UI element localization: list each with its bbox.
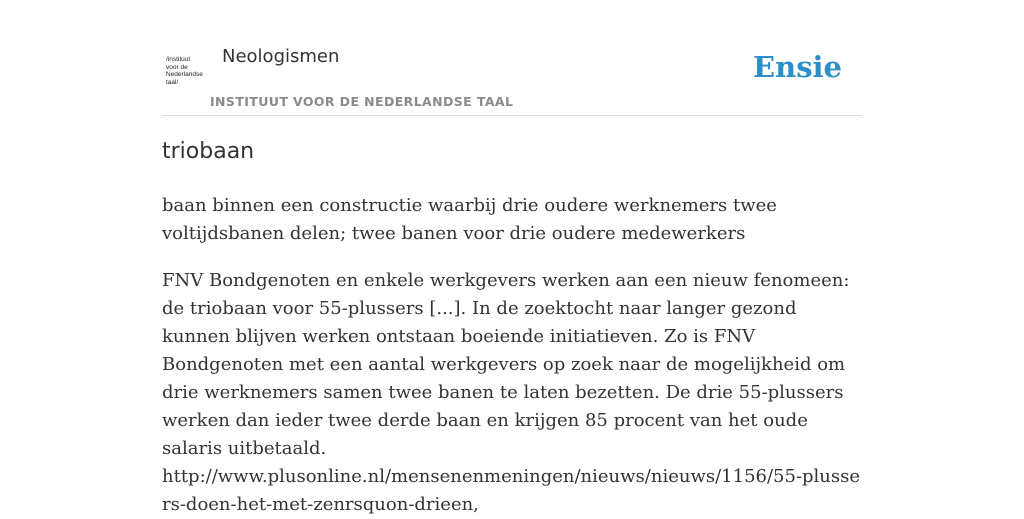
entry-example: [162, 267, 862, 519]
site-subtitle: INSTITUUT VOOR DE NEDERLANDSE TAAL: [210, 94, 514, 109]
site-title[interactable]: Neologismen: [222, 46, 340, 67]
site-header: [162, 0, 862, 116]
institute-logo[interactable]: [166, 56, 210, 86]
ensie-brand-logo[interactable]: Ensie: [753, 50, 842, 84]
logo-line: voor de: [166, 63, 188, 71]
logo-line: taal/: [166, 78, 179, 86]
logo-line: /instituut: [166, 56, 191, 63]
entry-definition: baan binnen een constructie waarbij drie oudere werknemers twee voltijdsbanen delen; twee banen voor drie oudere medewerkers: [162, 195, 777, 244]
page-container: [162, 0, 862, 515]
logo-line: Nederlandse: [166, 71, 203, 79]
example-source-url: http://www.plusonline.nl/mensenenmeningen/nieuws/nieuws/1156/55-plussers-doen-het-met-zenrsquon-drieen,: [162, 466, 861, 515]
example-text: FNV Bondgenoten en enkele werkgevers werken aan een nieuw fenomeen: de triobaan voor 55-plussers [...]. In de zoektocht naar langer gezond kunnen blijven werken ontstaan boeiende initiatieven. Zo is FNV Bondgenoten met een aantal werkgevers op zoek naar de mogelijkheid om drie werknemers samen twee banen te laten bezetten. De drie 55-plussers werken dan ieder twee derde baan en krijgen 85 procent van het oude salaris uitbetaald.: [162, 270, 850, 459]
entry-term: triobaan: [162, 139, 255, 164]
